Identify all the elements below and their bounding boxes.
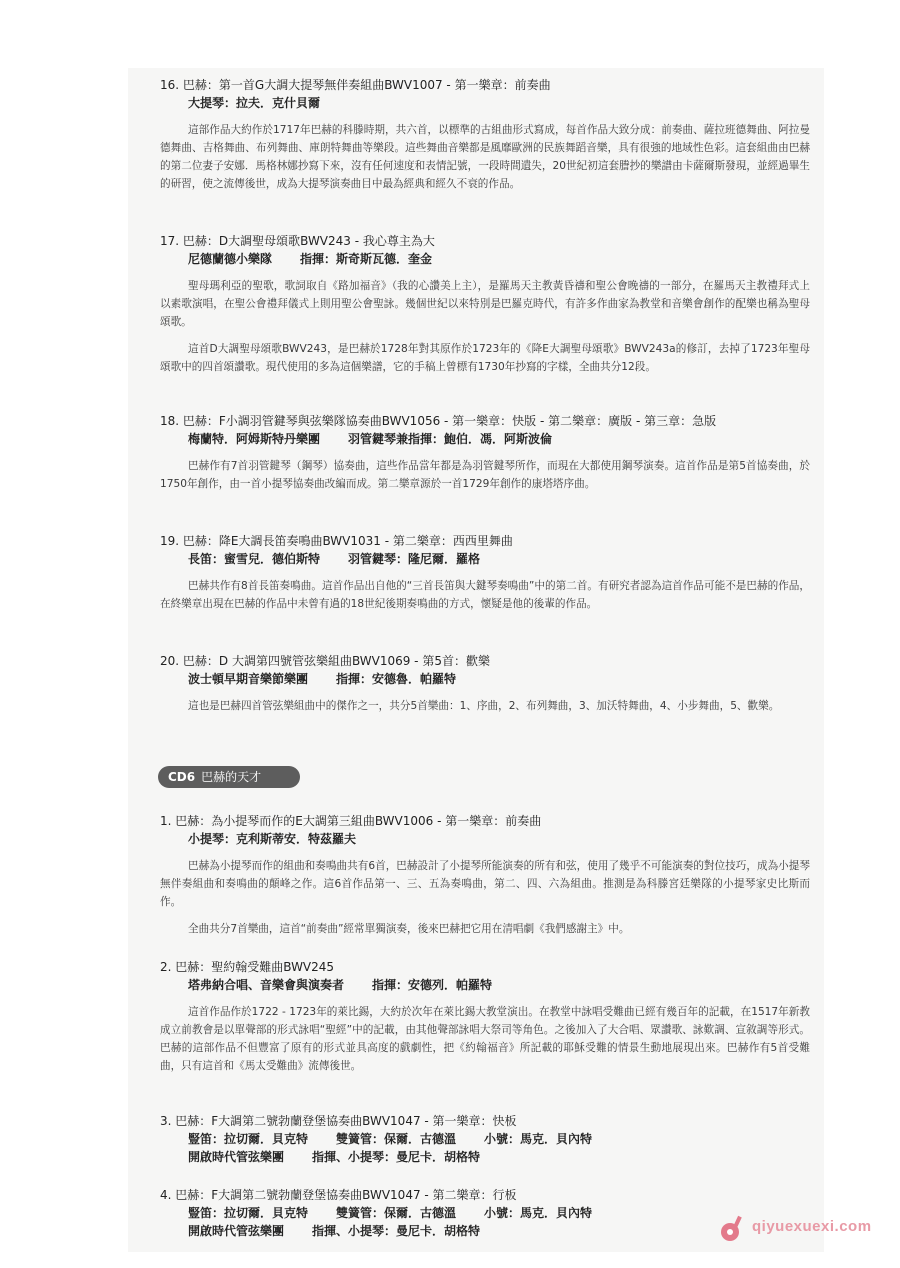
performer-line <box>160 1130 810 1148</box>
track-entry-18 <box>160 412 810 493</box>
track-entry-20 <box>160 652 810 715</box>
description-paragraph: 這也是巴赫四首管弦樂組曲中的傑作之一，共分5首樂曲：1、序曲，2、布列舞曲，3、加沃特舞曲，4、小步舞曲，5、歡樂。 <box>188 700 780 712</box>
performer: 大提琴：拉夫．克什貝爾 <box>188 96 321 110</box>
performer: 雙簧管：保爾．古德溫 <box>336 1206 457 1220</box>
performer: 豎笛：拉切爾．貝克特 <box>188 1206 309 1220</box>
conductor: 羽管鍵琴兼指揮：鮑伯．馮．阿斯波倫 <box>348 432 553 446</box>
cd-badge: CD6 <box>168 770 196 784</box>
guitar-logo-icon <box>716 1212 750 1246</box>
track-title: 19. 巴赫：降E大調長笛奏鳴曲BWV1031 - 第二樂章：西西里舞曲 <box>160 534 513 548</box>
performer: 尼德蘭德小樂隊 <box>188 252 273 266</box>
description-paragraph: 巴赫為小提琴而作的組曲和奏鳴曲共有6首，巴赫設計了小提琴所能演奏的所有和弦，使用了幾乎不可能演奏的對位技巧，成為小提琴無伴奏組曲和奏鳴曲的顛峰之作。這6首作品第一、三、五為奏鳴曲，第二、四、六為組曲。推測是為科滕宮廷樂隊的小提琴家史比斯而作。 <box>160 860 810 908</box>
conductor: 指揮：斯奇斯瓦德．奎金 <box>300 252 433 266</box>
performer-line <box>160 976 810 994</box>
description-paragraph: 這部作品大約作於1717年巴赫的科滕時期，共六首，以標準的古組曲形式寫成，每首作品大致分成：前奏曲、薩拉班德舞曲、阿拉曼德舞曲、吉格舞曲、布列舞曲、庫朗特舞曲等樂段。這些舞曲音樂都是風靡歐洲的民族舞蹈音樂，具有很強的地域性色彩。這套組曲由巴赫的第二位妻子安娜．馬格林娜抄寫下來，沒有任何速度和表情記號，一段時間遺失，20世紀初這套謄抄的樂譜由卡薩爾斯發現，並經過畢生的研習，使之流傳後世，成為大提琴演奏曲目中最為經典和經久不衰的作品。 <box>160 124 810 190</box>
ensemble: 開啟時代管弦樂團 <box>188 1224 285 1238</box>
cd-title: 巴赫的天才 <box>201 770 262 784</box>
description-paragraph: 巴赫共作有8首長笛奏鳴曲。這首作品出自他的“三首長笛與大鍵琴奏鳴曲”中的第二首。有研究者認為這首作品可能不是巴赫的作品，在終樂章出現在巴赫的作品中未曾有過的18世紀後期奏鳴曲的方式，懷疑是他的後輩的作品。 <box>160 580 810 610</box>
cd6-track-4 <box>160 1186 810 1240</box>
performer: 豎笛：拉切爾．貝克特 <box>188 1132 309 1146</box>
performer: 梅蘭特．阿姆斯特丹樂團 <box>188 432 321 446</box>
track-entry-19 <box>160 532 810 613</box>
track-title: 2. 巴赫：聖約翰受難曲BWV245 <box>160 960 335 974</box>
conductor: 指揮：安德列．帕羅特 <box>372 978 493 992</box>
performer-line <box>160 830 810 848</box>
cd6-track-2 <box>160 958 810 1075</box>
performer: 長笛：蜜雪兒．德伯斯特 <box>188 552 321 566</box>
track-entry-16 <box>160 76 810 193</box>
track-entry-17 <box>160 232 810 376</box>
performer-line <box>160 250 810 268</box>
watermark-text: qiyuexuexi.com <box>752 1218 872 1235</box>
performer: 小號：馬克．貝內特 <box>484 1206 593 1220</box>
performer-line <box>160 670 810 688</box>
description-paragraph: 聖母瑪利亞的聖歌，歌詞取自《路加福音》（我的心讚美上主），是羅馬天主教黃昏禱和聖公會晚禱的一部分，在羅馬天主教禮拜式上以素歌演唱，在聖公會禮拜儀式上則用聖公會聖詠。幾個世紀以來特別是巴羅克時代，有許多作曲家為教堂和音樂會創作的配樂也稱為聖母頌歌。 <box>160 280 810 328</box>
cd-section-header <box>158 766 300 788</box>
performer: 小提琴：克利斯蒂安．特茲羅夫 <box>188 832 357 846</box>
performer-line <box>160 1148 810 1166</box>
performer: 塔弗納合唱、音樂會與演奏者 <box>188 978 345 992</box>
track-title: 17. 巴赫：D大調聖母頌歌BWV243 - 我心尊主為大 <box>160 234 435 248</box>
cd6-track-1 <box>160 812 810 938</box>
description-paragraph: 巴赫作有7首羽管鍵琴（鋼琴）協奏曲，這些作品當年都是為羽管鍵琴所作，而現在大都使用鋼琴演奏。這首作品是第5首協奏曲，於1750年創作，由一首小提琴協奏曲改編而成。第二樂章源於一首1729年創作的康塔塔序曲。 <box>160 460 810 490</box>
ensemble: 開啟時代管弦樂團 <box>188 1150 285 1164</box>
performer-line <box>160 550 810 568</box>
track-title: 20. 巴赫：D 大調第四號管弦樂組曲BWV1069 - 第5首：歡樂 <box>160 654 490 668</box>
performer: 雙簧管：保爾．古德溫 <box>336 1132 457 1146</box>
performer: 羽管鍵琴：隆尼爾．羅格 <box>348 552 481 566</box>
performer-line <box>160 430 810 448</box>
description-paragraph: 這首D大調聖母頌歌BWV243，是巴赫於1728年對其原作於1723年的《降E大調聖母頌歌》BWV243a的修訂，去掉了1723年聖母頌歌中的四首頌讚歌。現代使用的多為這個樂譜，它的手稿上曾標有1730年抄寫的字樣，全曲共分12段。 <box>160 343 810 373</box>
performer-line <box>160 1204 810 1222</box>
track-title: 18. 巴赫：F小調羽管鍵琴與弦樂隊協奏曲BWV1056 - 第一樂章：快版 - 第二樂章：廣版 - 第三章：急版 <box>160 414 717 428</box>
track-title: 3. 巴赫：F大調第二號勃蘭登堡協奏曲BWV1047 - 第一樂章：快板 <box>160 1114 517 1128</box>
conductor: 指揮、小提琴：曼尼卡．胡格特 <box>312 1150 481 1164</box>
performer-line <box>160 94 810 112</box>
conductor: 指揮：安德魯．帕羅特 <box>336 672 457 686</box>
description-paragraph: 全曲共分7首樂曲，這首“前奏曲”經常單獨演奏，後來巴赫把它用在清唱劇《我們感謝主》中。 <box>188 923 630 935</box>
conductor: 指揮、小提琴：曼尼卡．胡格特 <box>312 1224 481 1238</box>
performer: 小號：馬克．貝內特 <box>484 1132 593 1146</box>
description-paragraph: 這首作品作於1722 - 1723年的萊比錫，大約於次年在萊比錫大教堂演出。在教堂中詠唱受難曲已經有幾百年的記載，在1517年新教成立前教會是以單聲部的形式詠唱“聖經”中的記載，由其他聲部詠唱大祭司等角色。之後加入了大合唱、眾讚歌、詠歎調、宣敘調等形式。巴赫的這部作品不但豐富了原有的形式並具高度的戲劇性，把《約翰福音》所記載的耶穌受難的情景生動地展現出來。巴赫作有5首受難曲，只有這首和《馬太受難曲》流傳後世。 <box>160 1006 810 1072</box>
performer-line <box>160 1222 810 1240</box>
track-title: 4. 巴赫：F大調第二號勃蘭登堡協奏曲BWV1047 - 第二樂章：行板 <box>160 1188 517 1202</box>
watermark <box>716 1210 896 1250</box>
track-title: 16. 巴赫：第一首G大調大提琴無伴奏組曲BWV1007 - 第一樂章：前奏曲 <box>160 78 551 92</box>
performer: 波士頓早期音樂節樂團 <box>188 672 309 686</box>
track-title: 1. 巴赫：為小提琴而作的E大調第三組曲BWV1006 - 第一樂章：前奏曲 <box>160 814 542 828</box>
cd6-track-3 <box>160 1112 810 1166</box>
